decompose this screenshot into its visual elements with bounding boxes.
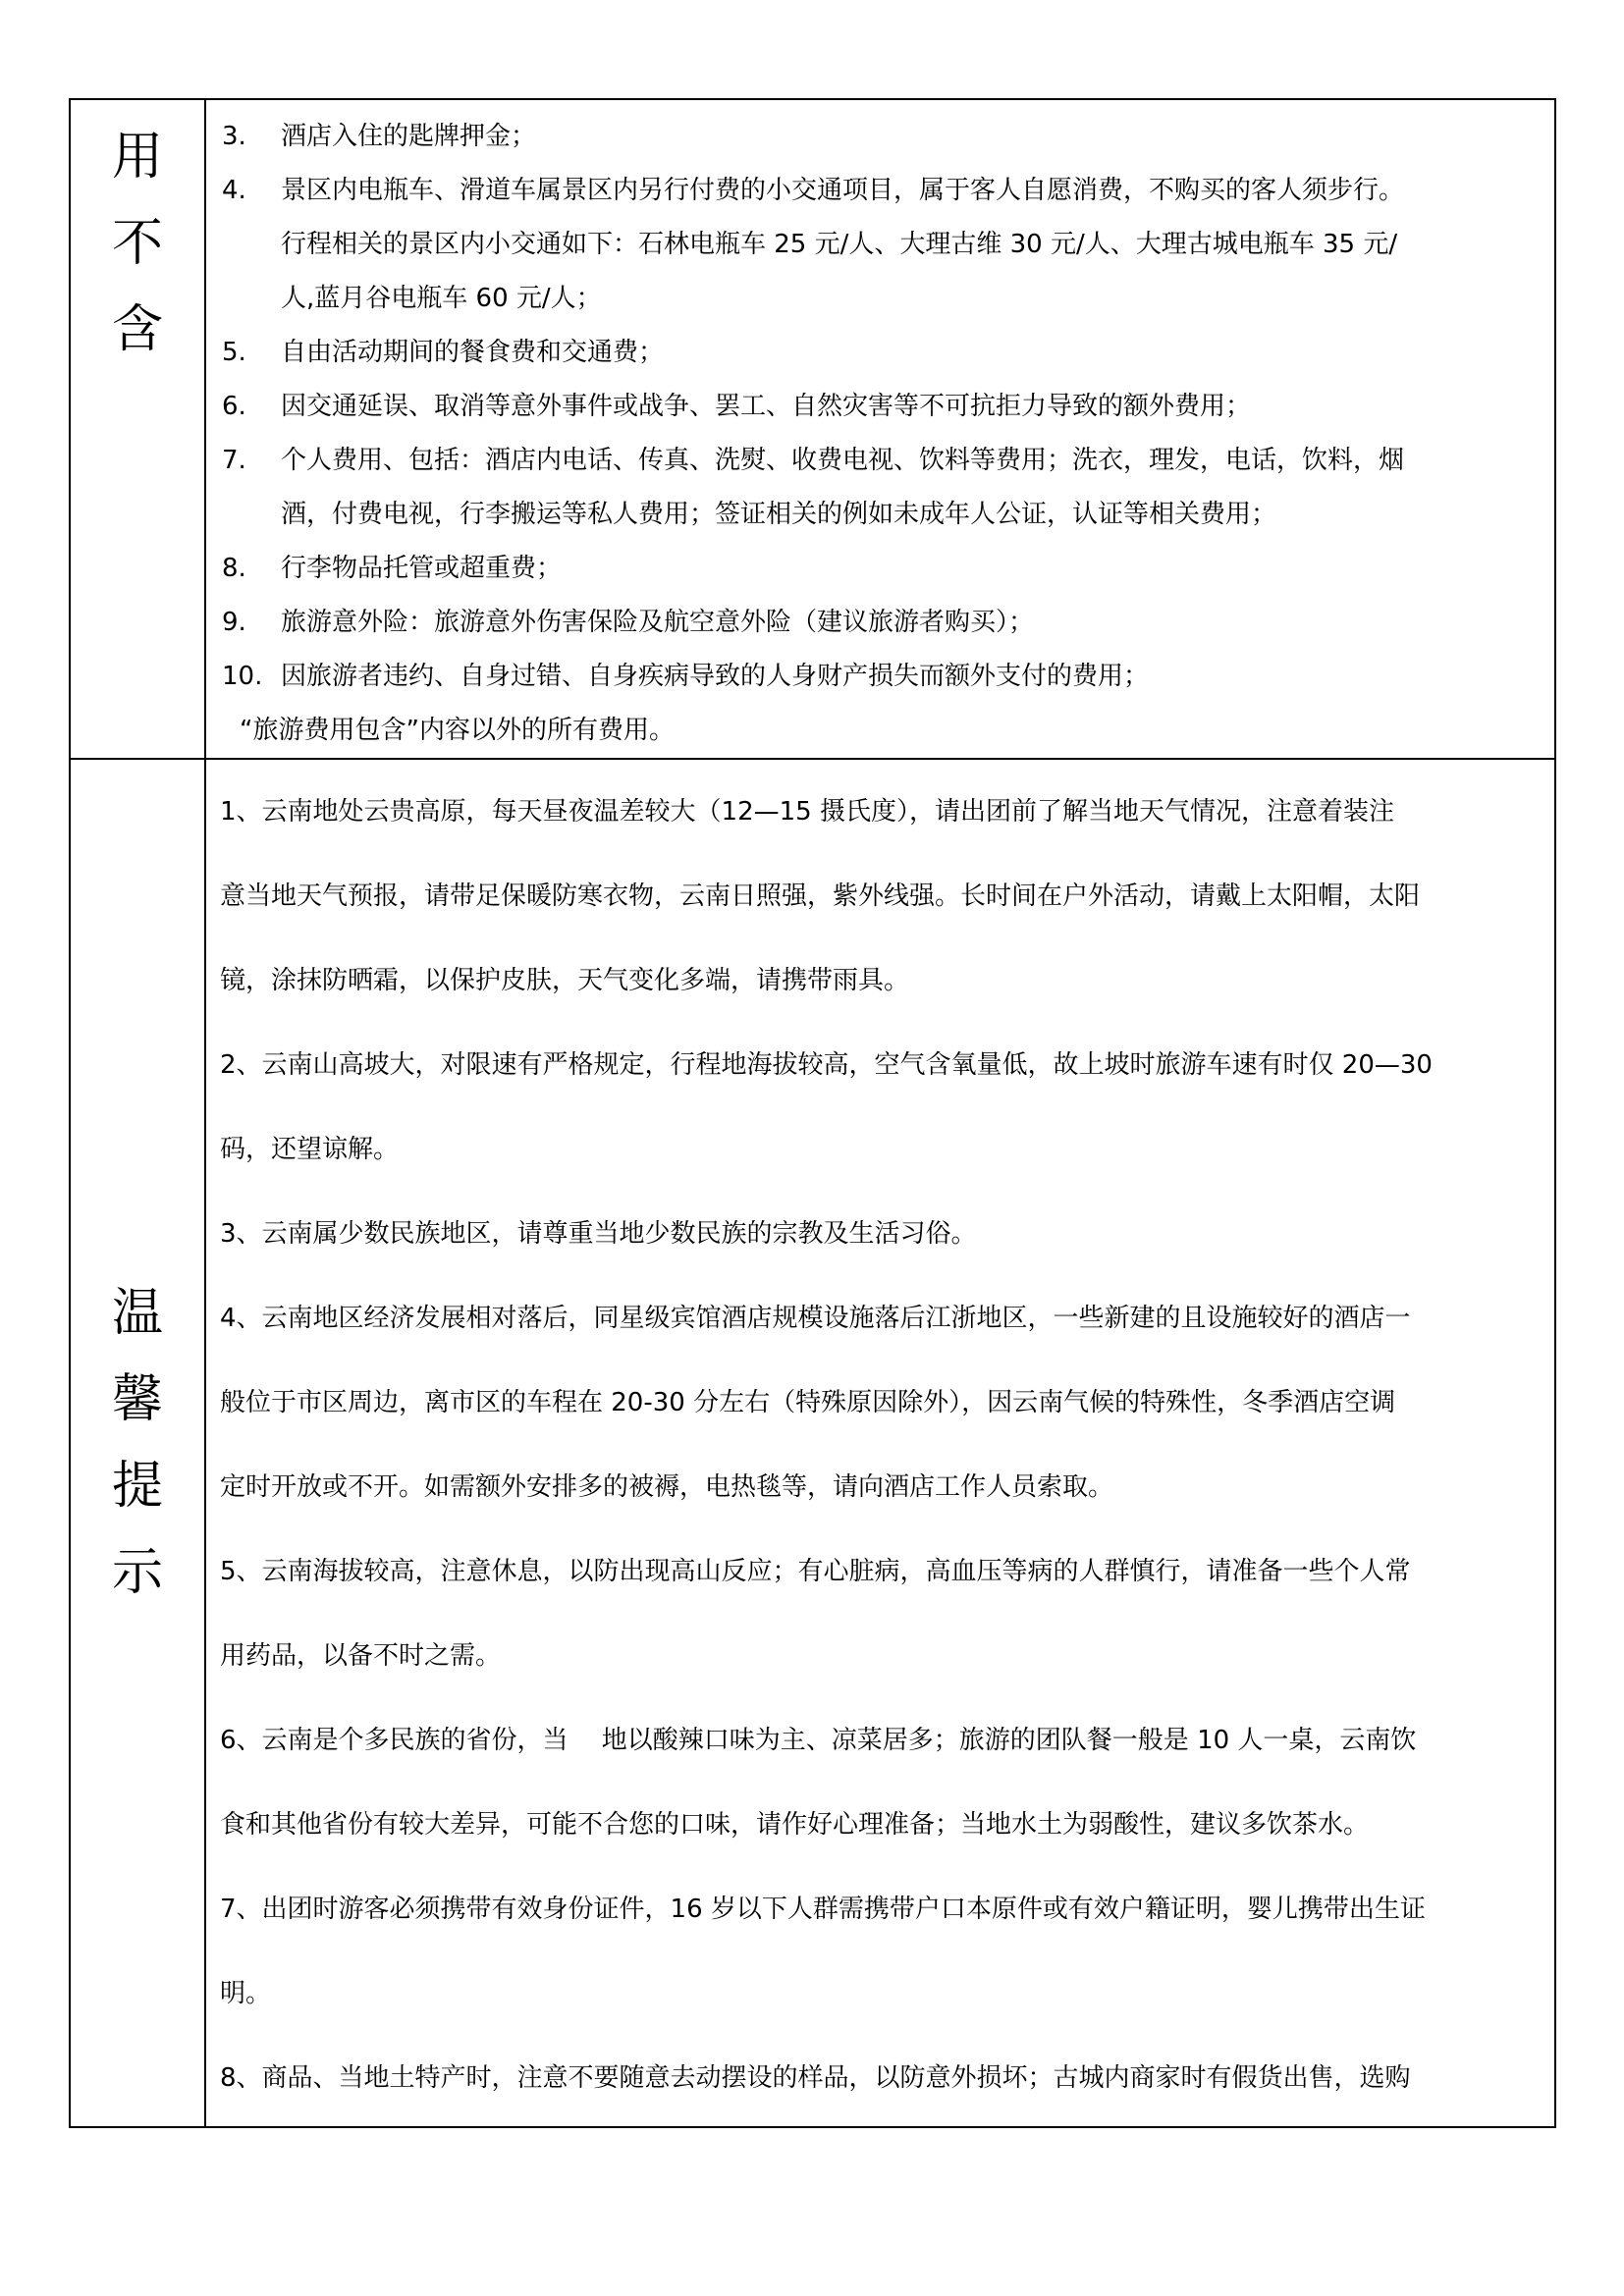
tip-line: 1、云南地处云贵高原，每天昼夜温差较大（12—15 摄氏度），请出团前了解当地天气情况，注意着装注 — [220, 797, 1394, 827]
tip-line: 用药品，以备不时之需。 — [220, 1641, 502, 1671]
list-item — [220, 380, 1544, 434]
exclusions-label-cell — [70, 99, 205, 759]
list-item — [220, 110, 1544, 164]
tips-label-cell — [70, 759, 205, 2127]
label-char: 用 — [111, 128, 163, 187]
list-item — [220, 542, 1544, 596]
tips-label — [71, 1270, 204, 1616]
label-char: 不 — [111, 214, 163, 273]
exclusions-label — [71, 114, 204, 373]
exclusions-row — [70, 99, 1555, 759]
list-item — [220, 164, 1544, 326]
tip-line: 镜，涂抹防晒霜，以保护皮肤，天气变化多端，请携带雨具。 — [220, 966, 910, 995]
label-char: 馨 — [111, 1370, 163, 1429]
item-number: 9. — [222, 608, 246, 637]
tips-content — [205, 759, 1555, 2127]
tip-line: 定时开放或不开。如需额外安排多的被褥，电热毯等，请向酒店工作人员索取。 — [220, 1472, 1114, 1502]
item-number: 10. — [222, 662, 263, 691]
item-text: 个人费用、包括：酒店内电话、传真、洗熨、收费电视、饮料等费用；洗衣，理发，电话，饮料，烟 酒，付费电视，行李搬运等私人费用；签证相关的例如未成年人公证，认证等相关费用； — [281, 446, 1405, 529]
exclusions-content — [205, 99, 1555, 759]
tips-row — [70, 759, 1555, 2127]
tip-line: 7、出团时游客必须携带有效身份证件，16 岁以下人群需携带户口本原件或有效户籍证明，婴儿携带出生证 — [220, 1895, 1426, 1924]
item-text: 因交通延误、取消等意外事件或战争、罢工、自然灾害等不可抗拒力导致的额外费用； — [281, 392, 1252, 421]
label-char: 提 — [111, 1457, 163, 1516]
tip-line: 2、云南山高坡大，对限速有严格规定，行程地海拔较高，空气含氧量低，故上坡时旅游车速有时仅 20—30 — [220, 1050, 1433, 1080]
tip-line: 明。 — [220, 1979, 272, 2008]
item-text: 景区内电瓶车、滑道车属景区内另行付费的小交通项目，属于客人自愿消费，不购买的客人须步行。 行程相关的景区内小交通如下：石林电瓶车 25 元/人、大理古维 30 元/人、大理古城电瓶车 35 元/ 人,蓝月谷电瓶车 60 元/人； — [281, 176, 1405, 313]
item-text: 行李物品托管或超重费； — [281, 554, 563, 583]
list-item — [220, 434, 1544, 542]
item-number: 4. — [222, 176, 246, 205]
exclusions-list — [220, 100, 1544, 758]
label-char: 示 — [111, 1543, 163, 1602]
list-item — [220, 326, 1544, 380]
tip-line: 意当地天气预报，请带足保暖防寒衣物，云南日照强，紫外线强。长时间在户外活动，请戴上太阳帽，太阳 — [220, 881, 1421, 911]
tip-line: 5、云南海拔较高，注意休息，以防出现高山反应；有心脏病，高血压等病的人群慎行，请准备一些个人常 — [220, 1557, 1411, 1586]
item-text: 酒店入住的匙牌押金； — [281, 122, 537, 151]
list-item — [220, 650, 1544, 704]
label-char: 温 — [111, 1284, 163, 1343]
label-char: 含 — [111, 300, 163, 359]
item-number: 7. — [222, 446, 246, 475]
item-number: 5. — [222, 338, 246, 367]
itinerary-table — [69, 98, 1556, 2128]
tip-line: 食和其他省份有较大差异，可能不合您的口味，请作好心理准备；当地水土为弱酸性，建议多饮茶水。 — [220, 1810, 1370, 1840]
item-number: 6. — [222, 392, 246, 421]
item-text: 因旅游者违约、自身过错、自身疾病导致的人身财产损失而额外支付的费用； — [281, 662, 1150, 691]
tip-line: 4、云南地区经济发展相对落后，同星级宾馆酒店规模设施落后江浙地区，一些新建的且设施较好的酒店一 — [220, 1304, 1411, 1333]
tips-list — [220, 760, 1544, 2120]
tip-line: 8、商品、当地土特产时，注意不要随意去动摆设的样品，以防意外损坏；古城内商家时有假货出售，选购 — [220, 2063, 1411, 2093]
list-item — [220, 596, 1544, 650]
tip-line: 般位于市区周边，离市区的车程在 20-30 分左右（特殊原因除外），因云南气候的特殊性，冬季酒店空调 — [220, 1388, 1396, 1417]
item-number: 8. — [222, 554, 246, 583]
tip-line: 3、云南属少数民族地区，请尊重当地少数民族的宗教及生活习俗。 — [220, 1219, 977, 1249]
item-number: 3. — [222, 122, 246, 151]
item-text: 旅游意外险：旅游意外伤害保险及航空意外险（建议旅游者购买）； — [281, 608, 1035, 637]
item-text: 自由活动期间的餐食费和交通费； — [281, 338, 665, 367]
exclusions-footer: “旅游费用包含”内容以外的所有费用。 — [240, 716, 675, 745]
tip-line: 码，还望谅解。 — [220, 1135, 400, 1164]
tip-line: 6、云南是个多民族的省份，当 地以酸辣口味为主、凉菜居多；旅游的团队餐一般是 10 人一桌，云南饮 — [220, 1726, 1417, 1755]
